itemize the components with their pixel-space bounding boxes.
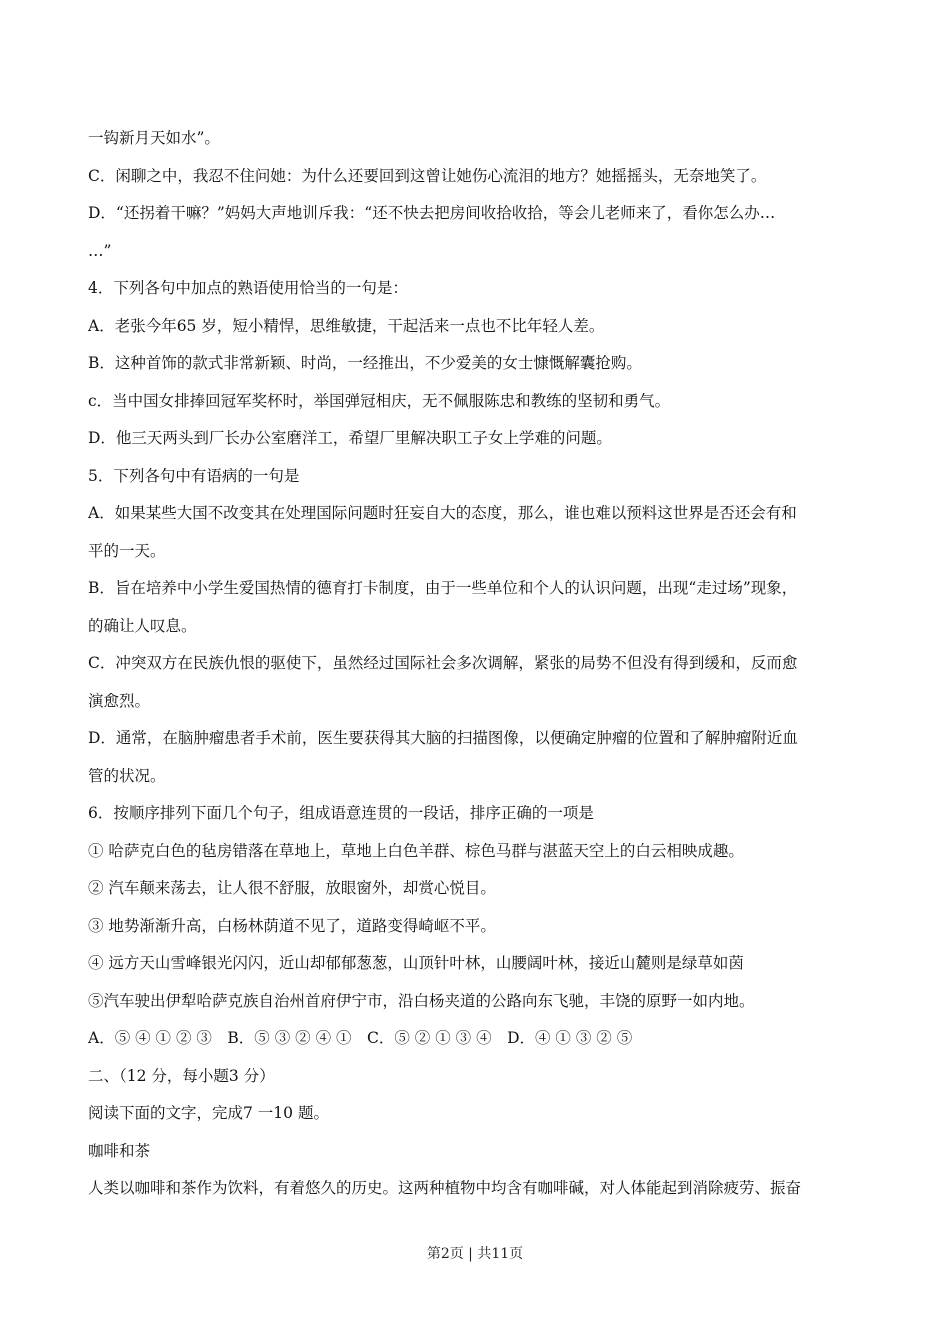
article-title: 咖啡和茶: [88, 1141, 151, 1160]
sentence-1: ① 哈萨克白色的毡房错落在草地上，草地上白色羊群、棕色马群与湛蓝天空上的白云相映成趣。: [88, 841, 744, 860]
option-d-q5: D．通常，在脑肿瘤患者手术前，医生要获得其大脑的扫描图像，以便确定肿瘤的位置和了解肿瘤附近血: [88, 729, 798, 747]
option-b-q4: B．这种首饰的款式非常新颖、时尚，一经推出，不少爱美的女士慷慨解囊抢购。: [88, 354, 642, 372]
sentence-3: ③ 地势渐渐升高，白杨林荫道不见了，道路变得崎岖不平。: [88, 916, 496, 935]
option-c-q3: C．闲聊之中，我忍不住问她：为什么还要回到这曾让她伤心流泪的地方？她摇摇头，无奈地笑了。: [88, 166, 767, 185]
text-line: 一钩新月天如水”。: [88, 129, 220, 147]
question-4: 4．下列各句中加点的熟语使用恰当的一句是：: [88, 279, 408, 297]
document-body: [88, 120, 868, 1208]
option-d-q4: D．他三天两头到厂长办公室磨洋工，希望厂里解决职工子女上学难的问题。: [88, 429, 612, 447]
text-line: 演愈烈。: [88, 691, 151, 710]
sentence-5: ⑤汽车驶出伊犁哈萨克族自治州首府伊宁市，沿白杨夹道的公路向东飞驰，丰饶的原野一如内地。: [88, 991, 755, 1010]
option-c-q4: c．当中国女排捧回冠军奖杯时，举国弹冠相庆，无不佩服陈忠和教练的坚韧和勇气。: [88, 391, 671, 410]
options-q6: A．⑤ ④ ① ② ③ B．⑤ ③ ② ④ ① C．⑤ ② ① ③ ④ D．④ ① ③ ② ⑤: [88, 1029, 633, 1047]
reading-instruction: 阅读下面的文字，完成7 一10 题。: [88, 1104, 329, 1122]
sentence-4: ④ 远方天山雪峰银光闪闪，近山却郁郁葱葱，山顶针叶林，山腰阔叶林，接近山麓则是绿草如茵: [88, 954, 744, 972]
text-line: 管的状况。: [88, 766, 166, 785]
option-a-q5: A．如果某些大国不改变其在处理国际问题时狂妄自大的态度，那么，谁也难以预料这世界是否还会有和: [88, 504, 797, 522]
text-line: 平的一天。: [88, 541, 166, 560]
article-paragraph: 人类以咖啡和茶作为饮料，有着悠久的历史。这两种植物中均含有咖啡碱，对人体能起到消除疲劳、振奋: [88, 1179, 802, 1197]
question-6: 6．按顺序排列下面几个句子，组成语意连贯的一段话，排序正确的一项是: [88, 804, 594, 822]
text-line: …”: [88, 241, 112, 260]
text-line: 的确让人叹息。: [88, 616, 197, 635]
section-heading: 二、（12 分，每小题3 分）: [88, 1066, 275, 1085]
option-d-q3: D．“还拐着干嘛？”妈妈大声地训斥我：“还不快去把房间收拾收拾，等会儿老师来了，看你怎么办…: [88, 204, 776, 222]
option-a-q4: A．老张今年65 岁，短小精悍，思维敏捷，干起活来一点也不比年轻人差。: [88, 316, 605, 335]
option-b-q5: B．旨在培养中小学生爱国热情的德育打卡制度，由于一些单位和个人的认识问题，出现“走过场”现象，: [88, 579, 798, 597]
question-5: 5．下列各句中有语病的一句是: [88, 466, 300, 485]
page-footer: 第2页 | 共11页: [426, 1246, 524, 1262]
option-c-q5: C．冲突双方在民族仇恨的驱使下，虽然经过国际社会多次调解，紧张的局势不但没有得到缓和，反而愈: [88, 654, 798, 672]
sentence-2: ② 汽车颠来荡去，让人很不舒服，放眼窗外，却赏心悦目。: [88, 879, 496, 897]
